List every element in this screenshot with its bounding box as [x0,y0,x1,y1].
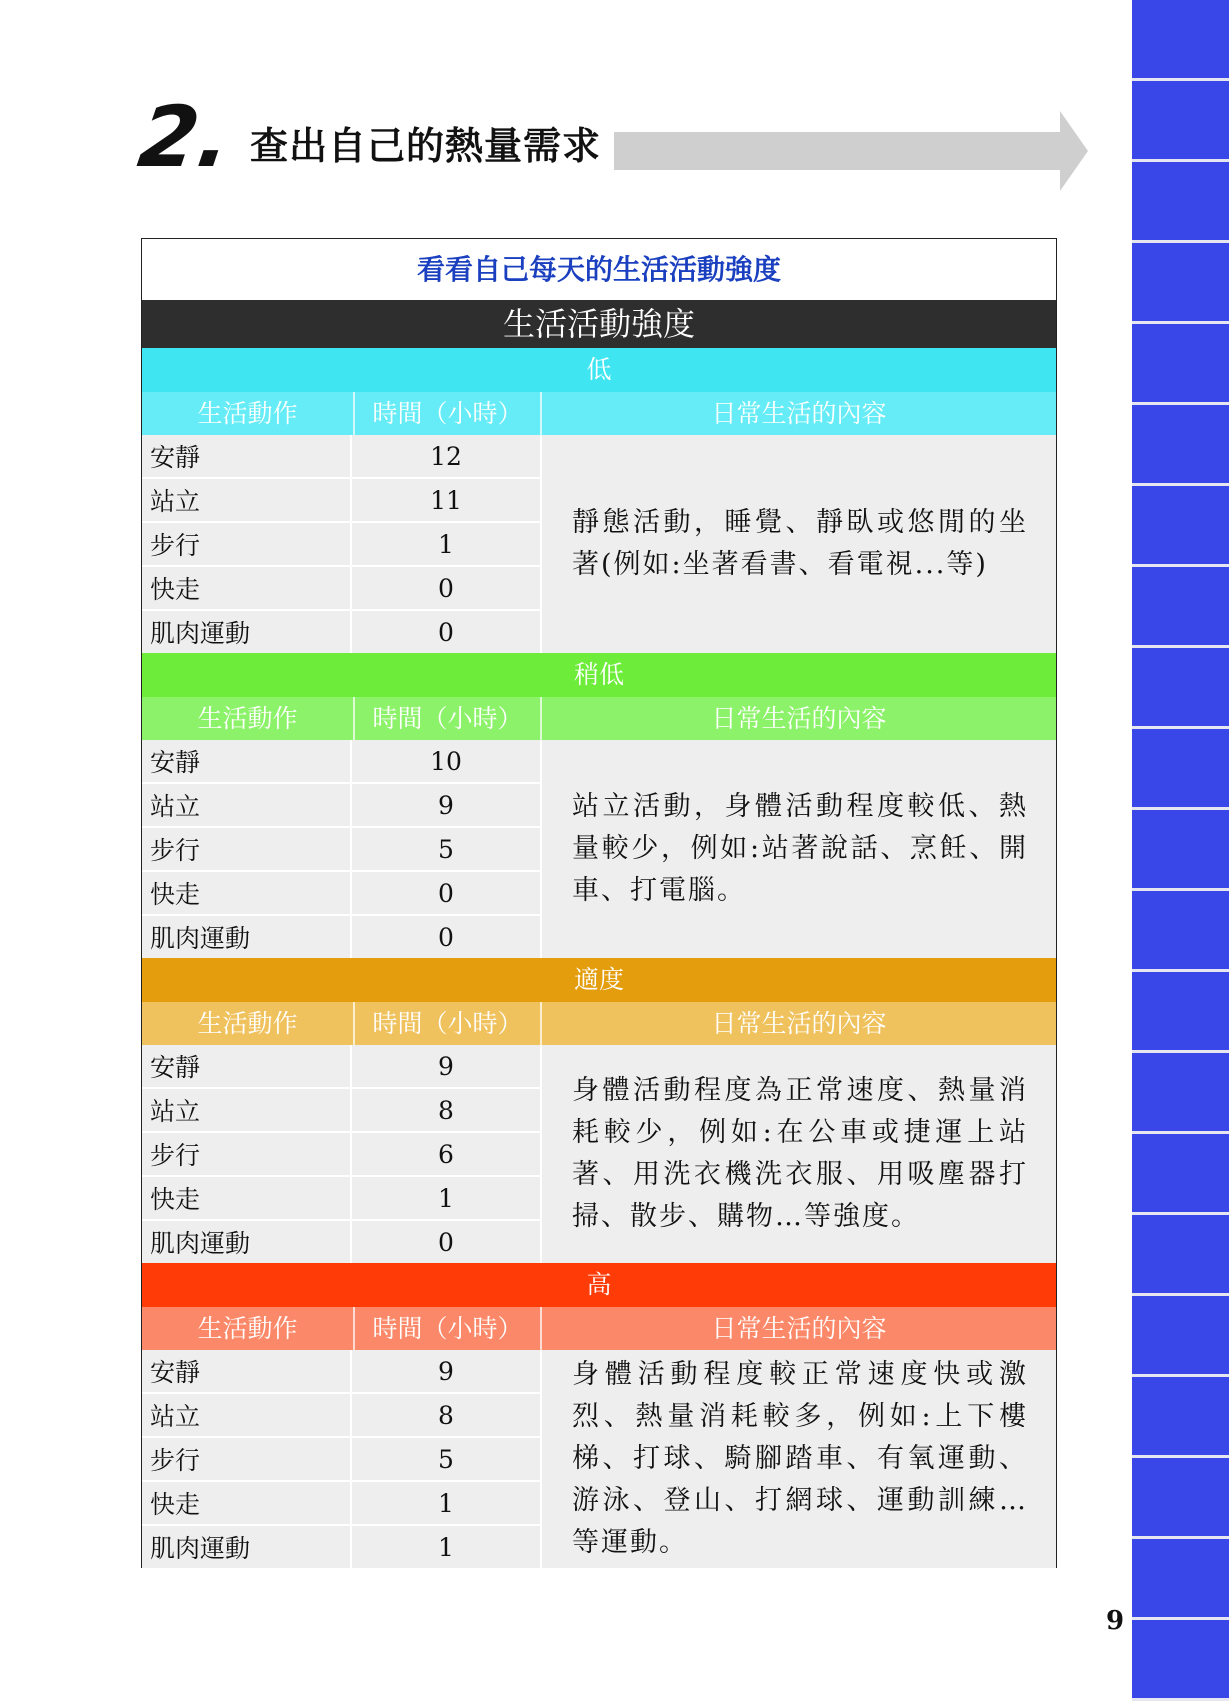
section-heading [133,88,1100,186]
column-header-row [142,1002,1056,1045]
activity-cell: 站立 [142,479,352,521]
activity-cell: 安靜 [142,740,352,782]
col-hours-header: 時間（小時） [353,1307,542,1350]
col-hours-header: 時間（小時） [353,697,542,740]
activity-cell: 肌肉運動 [142,611,352,653]
hours-cell: 1 [352,523,542,565]
activity-cell: 安靜 [142,1350,352,1392]
hours-cell: 0 [352,611,542,653]
hours-cell: 1 [352,1482,542,1524]
activity-cell: 步行 [142,1133,352,1175]
description-cell: 身體活動程度為正常速度、熱量消耗較少，例如:在公車或捷運上站著、用洗衣機洗衣服、用吸塵器打掃、散步、購物…等強度。 [572,1075,1028,1232]
level-title: 高 [142,1263,1056,1307]
table-row [142,567,542,611]
activity-intensity-table [141,238,1057,1568]
activity-cell: 肌肉運動 [142,1221,352,1263]
hours-cell: 0 [352,872,542,914]
description-cell: 站立活動，身體活動程度較低、熱量較少，例如:站著說話、烹飪、開車、打電腦。 [572,791,1028,906]
hours-cell: 10 [352,740,542,782]
table-row [142,1133,542,1177]
table-row [142,1350,542,1394]
table-row [142,479,542,523]
activity-cell: 安靜 [142,1045,352,1087]
hours-cell: 0 [352,567,542,609]
table-row [142,435,542,479]
column-header-row [142,392,1056,435]
table-row [142,1089,542,1133]
table-row [142,872,542,916]
table-row [142,916,542,958]
hours-cell: 9 [352,1350,542,1392]
hours-cell: 6 [352,1133,542,1175]
description-cell: 身體活動程度較正常速度快或激烈、熱量消耗較多，例如:上下樓梯、打球、騎腳踏車、有氧運動、游泳、登山、打網球、運動訓練…等運動。 [572,1359,1028,1558]
level-body [142,435,1056,653]
activity-cell: 肌肉運動 [142,916,352,958]
col-hours-header: 時間（小時） [353,392,542,435]
activity-cell: 站立 [142,1394,352,1436]
hours-cell: 9 [352,1045,542,1087]
activity-cell: 站立 [142,784,352,826]
table-row [142,1394,542,1438]
table-row [142,784,542,828]
hours-cell: 11 [352,479,542,521]
table-row [142,1482,542,1526]
table-row [142,1045,542,1089]
col-activity-header: 生活動作 [197,704,298,733]
hours-cell: 5 [352,828,542,870]
section-title: 查出自己的熱量需求 [250,124,602,168]
activity-cell: 站立 [142,1089,352,1131]
arrow-head-icon [1060,111,1088,191]
table-row [142,1526,542,1568]
col-activity-header: 生活動作 [197,399,298,428]
table-row [142,611,542,653]
activity-cell: 步行 [142,1438,352,1480]
activity-cell: 快走 [142,567,352,609]
arrow-decoration [614,132,1061,170]
hours-cell: 8 [352,1394,542,1436]
table-row [142,1438,542,1482]
table-row [142,1221,542,1263]
activity-cell: 步行 [142,523,352,565]
col-activity-header: 生活動作 [197,1009,298,1038]
hours-cell: 0 [352,1221,542,1263]
activity-cell: 安靜 [142,435,352,477]
table-row [142,1177,542,1221]
col-content-header: 日常生活的內容 [711,399,887,428]
hours-cell: 12 [352,435,542,477]
level-body [142,740,1056,958]
activity-cell: 肌肉運動 [142,1526,352,1568]
hours-cell: 9 [352,784,542,826]
column-header-row [142,1307,1056,1350]
col-hours-header: 時間（小時） [353,1002,542,1045]
page-number: 9 [1106,1606,1125,1636]
description-cell: 靜態活動，睡覺、靜臥或悠閒的坐著(例如:坐著看書、看電視...等) [572,507,1028,580]
table-row [142,828,542,872]
col-activity-header: 生活動作 [197,1314,298,1343]
section-number: 2. [133,88,238,186]
hours-cell: 1 [352,1177,542,1219]
levels-container [142,348,1056,1568]
level-body [142,1350,1056,1568]
level-title: 稍低 [142,653,1056,697]
column-header-row [142,697,1056,740]
hours-cell: 5 [352,1438,542,1480]
activity-cell: 快走 [142,1482,352,1524]
activity-cell: 快走 [142,1177,352,1219]
level-title: 適度 [142,958,1056,1002]
level-title: 低 [142,348,1056,392]
col-content-header: 日常生活的內容 [711,1009,887,1038]
activity-cell: 快走 [142,872,352,914]
col-content-header: 日常生活的內容 [711,1314,887,1343]
table-row [142,523,542,567]
col-content-header: 日常生活的內容 [711,704,887,733]
table-row [142,740,542,784]
hours-cell: 1 [352,1526,542,1568]
table-title: 看看自己每天的生活活動強度 [416,253,781,286]
hours-cell: 8 [352,1089,542,1131]
table-main-header: 生活活動強度 [142,300,1056,348]
hours-cell: 0 [352,916,542,958]
side-tab-stripe [1132,0,1229,1701]
level-body [142,1045,1056,1263]
activity-cell: 步行 [142,828,352,870]
